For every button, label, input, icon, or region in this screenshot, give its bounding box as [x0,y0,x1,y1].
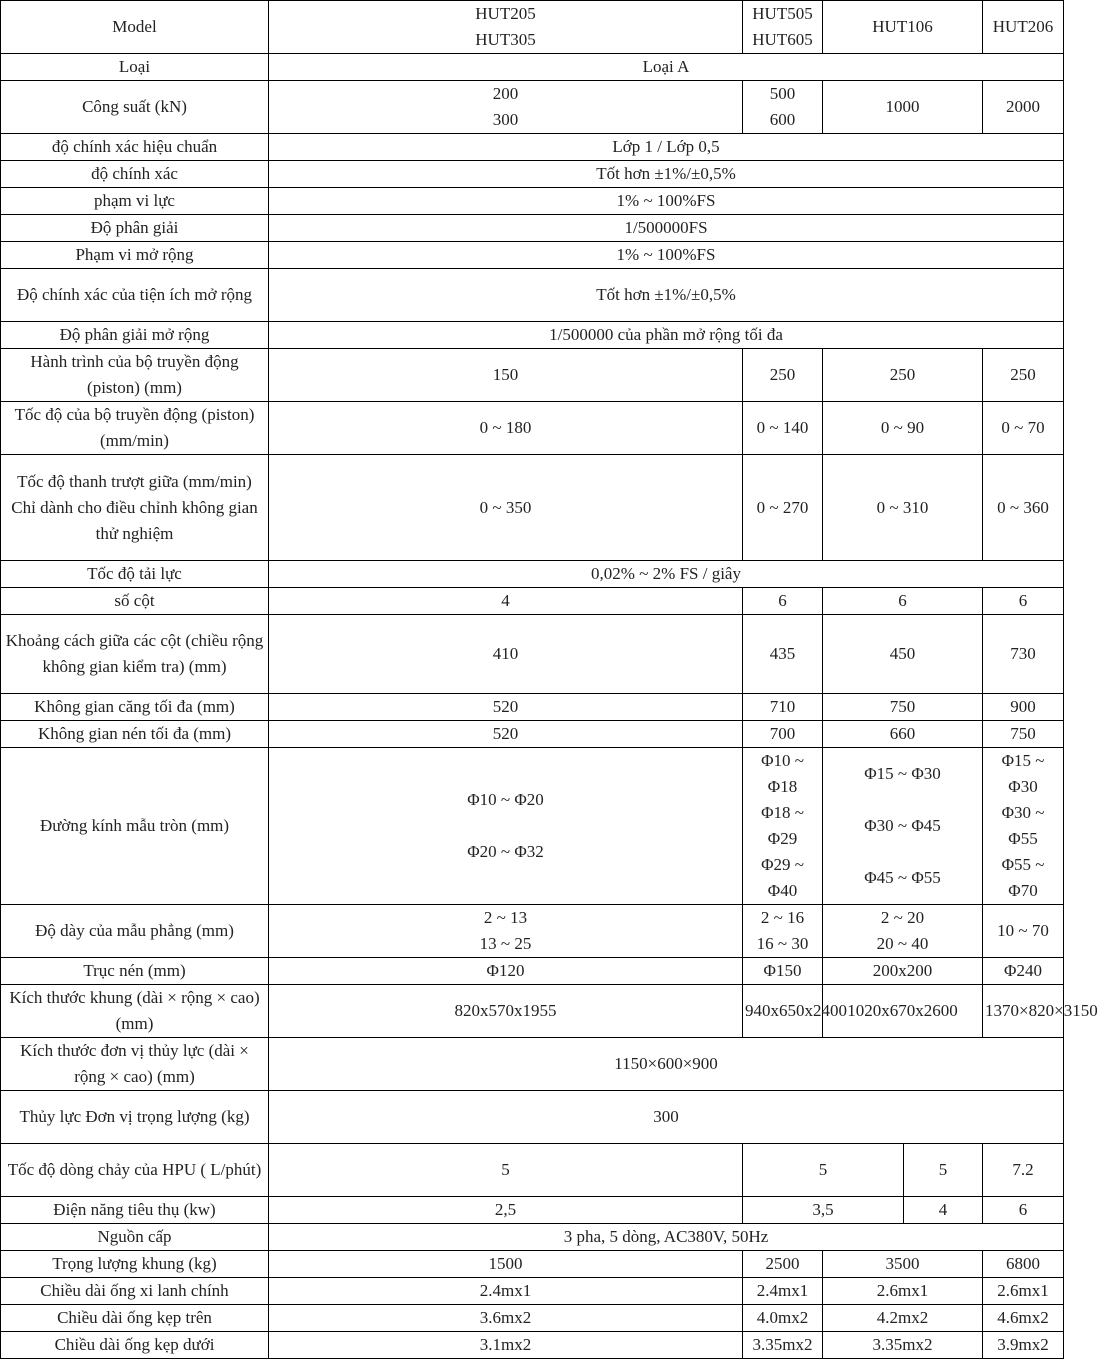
row-khoang-cach-cot [1,615,1064,694]
spec-cell: 0 ~ 350 [269,455,743,561]
spec-cell: 660 [823,721,983,748]
row-label: Không gian nén tối đa (mm) [1,721,269,748]
spec-cell: 0 ~ 360 [983,455,1064,561]
row-label: Tốc độ của bộ truyền động (piston) (mm/min) [1,402,269,455]
spec-cell: 520 [269,694,743,721]
row-do-chinh-xac-tien-ich-mo-rong [1,269,1064,322]
spec-cell: 1/500000 của phần mở rộng tối đa [269,322,1064,349]
row-label: số cột [1,588,269,615]
spec-cell: 2.6mx1 [823,1278,983,1305]
spec-cell: Lớp 1 / Lớp 0,5 [269,134,1064,161]
row-label: Công suất (kN) [1,81,269,134]
row-label: Nguồn cấp [1,1224,269,1251]
spec-cell: 1% ~ 100%FS [269,242,1064,269]
row-label: Độ phân giải [1,215,269,242]
spec-cell: 0 ~ 310 [823,455,983,561]
row-label: Tốc độ thanh trượt giữa (mm/min) Chỉ dành cho điều chỉnh không gian thử nghiệm [1,455,269,561]
spec-cell: 3,5 [743,1197,904,1224]
spec-cell: 710 [743,694,823,721]
row-do-day-mau-phang [1,905,1064,958]
spec-cell: 500 600 [743,81,823,134]
row-label: Tốc độ tải lực [1,561,269,588]
spec-cell: 6 [743,588,823,615]
spec-cell: 1000 [823,81,983,134]
spec-cell: 2 ~ 20 20 ~ 40 [823,905,983,958]
row-label: Điện năng tiêu thụ (kw) [1,1197,269,1224]
spec-cell: 5 [904,1144,983,1197]
row-label: Khoảng cách giữa các cột (chiều rộng không gian kiểm tra) (mm) [1,615,269,694]
spec-cell: 3.9mx2 [983,1332,1064,1359]
spec-cell: 3.35mx2 [823,1332,983,1359]
spec-cell: 3500 [823,1251,983,1278]
spec-cell: 1370×820×3150 [983,985,1064,1038]
row-trong-luong-khung [1,1251,1064,1278]
row-cong-suat [1,81,1064,134]
spec-cell: 0 ~ 140 [743,402,823,455]
spec-cell: 750 [823,694,983,721]
row-khong-gian-cang [1,694,1064,721]
spec-cell: 2.4mx1 [743,1278,823,1305]
spec-cell: 2.6mx1 [983,1278,1064,1305]
spec-cell: Φ10 ~ Φ18 Φ18 ~ Φ29 Φ29 ~ Φ40 [743,748,823,905]
row-label: Thủy lực Đơn vị trọng lượng (kg) [1,1091,269,1144]
spec-cell: 3.6mx2 [269,1305,743,1332]
row-nguon-cap [1,1224,1064,1251]
row-label: Chiều dài ống kẹp dưới [1,1332,269,1359]
row-toc-do-piston [1,402,1064,455]
spec-cell: 940x650x2400 [743,985,823,1038]
spec-cell: 2500 [743,1251,823,1278]
spec-cell: HUT106 [823,1,983,54]
row-label: Độ chính xác của tiện ích mở rộng [1,269,269,322]
row-label: Phạm vi mở rộng [1,242,269,269]
spec-cell: HUT505 HUT605 [743,1,823,54]
row-duong-kinh-mau-tron [1,748,1064,905]
spec-cell: 750 [983,721,1064,748]
spec-cell: 6 [823,588,983,615]
spec-cell: 0 ~ 90 [823,402,983,455]
row-toc-do-thanh-truot [1,455,1064,561]
spec-cell: 5 [269,1144,743,1197]
spec-cell: 1500 [269,1251,743,1278]
row-model [1,1,1064,54]
spec-cell: 1150×600×900 [269,1038,1064,1091]
spec-cell: 2.4mx1 [269,1278,743,1305]
spec-cell: 3.35mx2 [743,1332,823,1359]
row-label: Loại [1,54,269,81]
spec-cell: 410 [269,615,743,694]
spec-cell: 200x200 [823,958,983,985]
spec-cell: HUT206 [983,1,1064,54]
row-dien-nang [1,1197,1064,1224]
row-pham-vi-luc [1,188,1064,215]
spec-cell: 730 [983,615,1064,694]
spec-cell: 700 [743,721,823,748]
spec-cell: 0,02% ~ 2% FS / giây [269,561,1064,588]
row-ong-kep-duoi [1,1332,1064,1359]
row-ong-kep-tren [1,1305,1064,1332]
spec-cell: 3 pha, 5 dòng, AC380V, 50Hz [269,1224,1064,1251]
spec-cell: 250 [823,349,983,402]
spec-cell: 1% ~ 100%FS [269,188,1064,215]
spec-cell: 5 [743,1144,904,1197]
row-label: Tốc độ dòng chảy của HPU ( L/phút) [1,1144,269,1197]
row-label: Chiều dài ống kẹp trên [1,1305,269,1332]
spec-cell: 4.2mx2 [823,1305,983,1332]
row-label: Hành trình của bộ truyền động (piston) (mm) [1,349,269,402]
spec-cell: 0 ~ 270 [743,455,823,561]
spec-cell: 2,5 [269,1197,743,1224]
row-do-phan-giai-mo-rong [1,322,1064,349]
spec-cell: Φ15 ~ Φ30 Φ30 ~ Φ45 Φ45 ~ Φ55 [823,748,983,905]
spec-cell: 10 ~ 70 [983,905,1064,958]
spec-cell: 300 [269,1091,1064,1144]
row-loai [1,54,1064,81]
row-khong-gian-nen [1,721,1064,748]
row-pham-vi-mo-rong [1,242,1064,269]
spec-cell: Φ120 [269,958,743,985]
spec-cell: 0 ~ 180 [269,402,743,455]
spec-cell: 900 [983,694,1064,721]
spec-cell: 7.2 [983,1144,1064,1197]
spec-cell: Loại A [269,54,1064,81]
row-label: Trọng lượng khung (kg) [1,1251,269,1278]
row-kich-thuoc-khung [1,985,1064,1038]
row-label: độ chính xác hiệu chuẩn [1,134,269,161]
spec-cell: 1/500000FS [269,215,1064,242]
row-label: độ chính xác [1,161,269,188]
spec-cell: Tốt hơn ±1%/±0,5% [269,161,1064,188]
spec-cell: 4.6mx2 [983,1305,1064,1332]
row-label: Chiều dài ống xi lanh chính [1,1278,269,1305]
row-so-cot [1,588,1064,615]
spec-cell: 2 ~ 16 16 ~ 30 [743,905,823,958]
row-label: Kích thước đơn vị thủy lực (dài × rộng × cao) (mm) [1,1038,269,1091]
spec-cell: 6 [983,1197,1064,1224]
spec-cell: 4 [904,1197,983,1224]
spec-cell: 3.1mx2 [269,1332,743,1359]
spec-cell: Φ10 ~ Φ20 Φ20 ~ Φ32 [269,748,743,905]
spec-cell: Tốt hơn ±1%/±0,5% [269,269,1064,322]
spec-cell: Φ240 [983,958,1064,985]
spec-cell: 2 ~ 13 13 ~ 25 [269,905,743,958]
row-label: phạm vi lực [1,188,269,215]
row-label: Không gian căng tối đa (mm) [1,694,269,721]
row-hanh-trinh-piston [1,349,1064,402]
row-kich-thuoc-thuy-luc [1,1038,1064,1091]
spec-cell: 200 300 [269,81,743,134]
row-truc-nen [1,958,1064,985]
row-label: Kích thước khung (dài × rộng × cao) (mm) [1,985,269,1038]
spec-cell: 250 [983,349,1064,402]
spec-cell: 6 [983,588,1064,615]
row-do-phan-giai [1,215,1064,242]
spec-cell: HUT205 HUT305 [269,1,743,54]
spec-cell: 435 [743,615,823,694]
row-trong-luong-thuy-luc [1,1091,1064,1144]
row-toc-do-tai-luc [1,561,1064,588]
row-label: Độ phân giải mở rộng [1,322,269,349]
spec-cell: 150 [269,349,743,402]
spec-cell: 6800 [983,1251,1064,1278]
row-do-chinh-xac-hieu-chuan [1,134,1064,161]
spec-cell: 0 ~ 70 [983,402,1064,455]
row-label: Đường kính mẫu tròn (mm) [1,748,269,905]
row-toc-do-dong-chay-hpu [1,1144,1064,1197]
spec-cell: 450 [823,615,983,694]
spec-cell: 1020x670x2600 [823,985,983,1038]
row-label: Trục nén (mm) [1,958,269,985]
row-ong-xi-lanh-chinh [1,1278,1064,1305]
spec-cell: 4 [269,588,743,615]
row-do-chinh-xac [1,161,1064,188]
row-label: Model [1,1,269,54]
spec-cell: 4.0mx2 [743,1305,823,1332]
spec-cell: Φ15 ~ Φ30 Φ30 ~ Φ55 Φ55 ~ Φ70 [983,748,1064,905]
row-label: Độ dày của mẫu phẳng (mm) [1,905,269,958]
spec-cell: 250 [743,349,823,402]
spec-cell: 520 [269,721,743,748]
spec-cell: Φ150 [743,958,823,985]
spec-cell: 820x570x1955 [269,985,743,1038]
spec-cell: 2000 [983,81,1064,134]
